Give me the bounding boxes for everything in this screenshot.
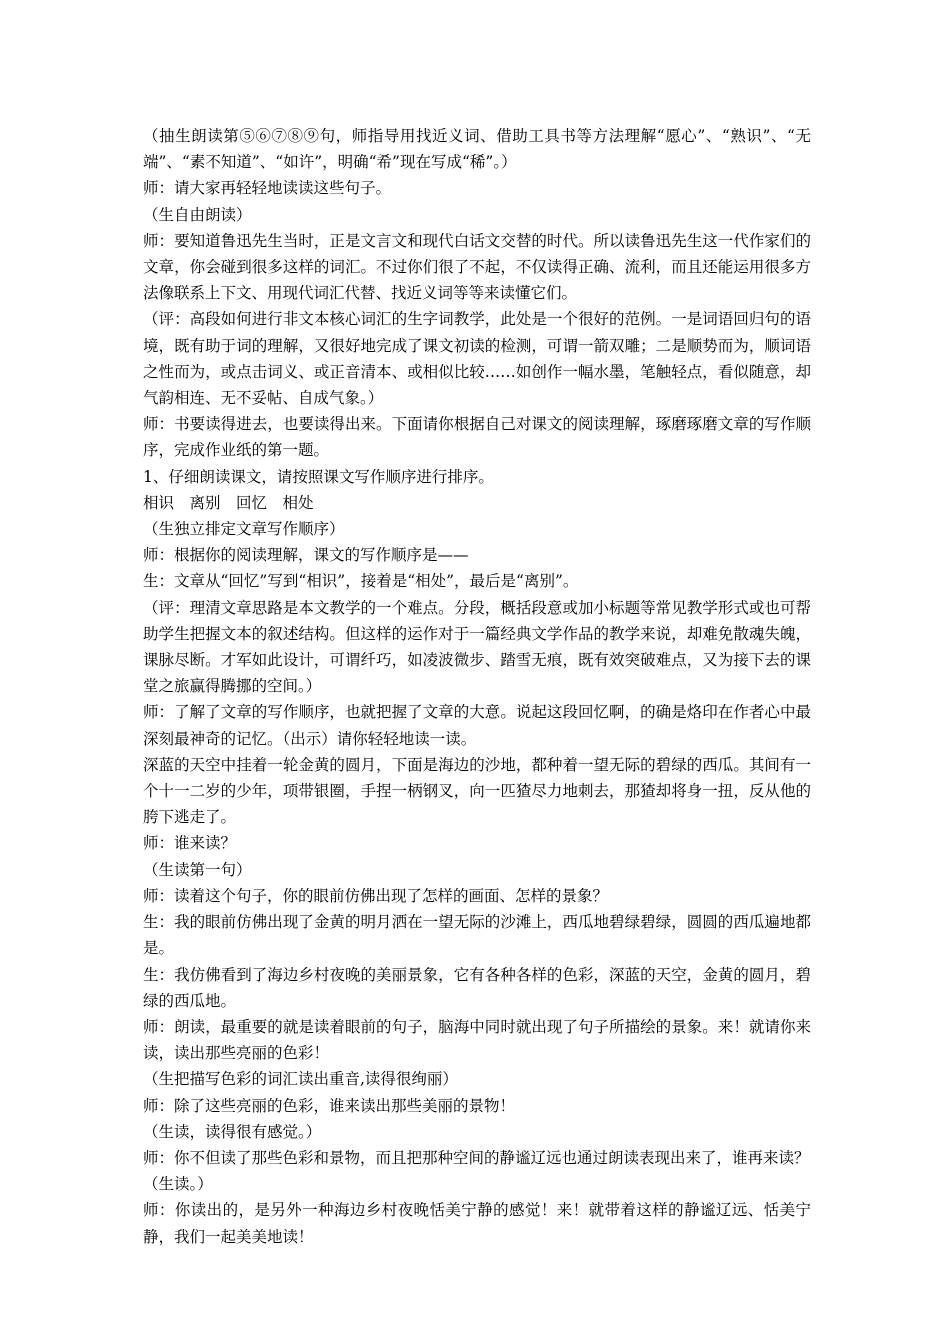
- paragraph-1: （抽生朗读第⑤⑥⑦⑧⑨句，师指导用找近义词、借助工具书等方法理解“愿心”、“熟识”、“无端”、“素不知道”、“如许”，明确“希”现在写成“稀”。）: [143, 127, 811, 172]
- paragraph-26: 师：你读出的，是另外一种海边乡村夜晚恬美宁静的感觉！来！就带着这样的静谧辽远、恬美宁静，我们一起美美地读！: [143, 1201, 811, 1246]
- paragraph-4: 师：要知道鲁迅先生当时，正是文言文和现代白话文交替的时代。所以读鲁迅先生这一代作家们的文章，你会碰到很多这样的词汇。不过你们很了不起，不仅读得正确、流利，而且还能运用很多方法像联系上下文、用现代词汇代替、找近义词等等来读懂它们。: [143, 231, 811, 303]
- paragraph-3: （生自由朗读）: [143, 205, 252, 224]
- paragraph-9: （生独立排定文章写作顺序）: [143, 520, 345, 539]
- paragraph-21: （生把描写色彩的词汇读出重音,读得很绚丽）: [143, 1070, 458, 1089]
- paragraph-25: （生读。）: [143, 1175, 213, 1194]
- paragraph-19: 生：我仿佛看到了海边乡村夜晚的美丽景象，它有各种各样的色彩，深蓝的天空，金黄的圆月，碧绿的西瓜地。: [143, 965, 811, 1010]
- paragraph-6: 师：书要读得进去，也要读得出来。下面请你根据自己对课文的阅读理解，琢磨琢磨文章的写作顺序，完成作业纸的第一题。: [143, 415, 811, 460]
- paragraph-12: （评：理清文章思路是本文教学的一个难点。分段，概括段意或加小标题等常见教学形式或也可帮助学生把握文本的叙述结构。但这样的运作对于一篇经典文学作品的教学来说，却难免散魂失魄，课脉尽断。才军如此设计，可谓纤巧，如凌波微步、踏雪无痕，既有效突破难点，又为接下去的课堂之旅赢得腾挪的空间。）: [143, 598, 811, 696]
- paragraph-10: 师：根据你的阅读理解，课文的写作顺序是——: [143, 546, 469, 565]
- paragraph-18: 生：我的眼前仿佛出现了金黄的明月洒在一望无际的沙滩上，西瓜地碧绿碧绿，圆圆的西瓜遍地都是。: [143, 913, 811, 958]
- paragraph-14: 深蓝的天空中挂着一轮金黄的圆月，下面是海边的沙地，都种着一望无际的碧绿的西瓜。其间有一个十一二岁的少年，项带银圈，手捏一柄钢叉，向一匹猹尽力地刺去，那猹却将身一扭，反从他的胯下逃走了。: [143, 755, 811, 827]
- paragraph-17: 师：读着这个句子，你的眼前仿佛出现了怎样的画面、怎样的景象？: [143, 886, 609, 905]
- paragraph-23: （生读，读得很有感觉。）: [143, 1122, 322, 1141]
- paragraph-11: 生：文章从“回忆”写到“相识”，接着是“相处”，最后是“离别”。: [143, 572, 579, 591]
- paragraph-8: 相识 离别 回忆 相处: [143, 493, 314, 512]
- paragraph-7: 1、仔细朗读课文，请按照课文写作顺序进行排序。: [143, 467, 494, 486]
- paragraph-5: （评：高段如何进行非文本核心词汇的生字词教学，此处是一个很好的范例。一是词语回归句的语境，既有助于词的理解，又很好地完成了课文初读的检测，可谓一箭双雕；二是顺势而为，顺词语之性而为，或点击词义、或正音清本、或相似比较……如创作一幅水墨，笔触轻点，看似随意，却气韵相连、无不妥帖、自成气象。）: [143, 310, 811, 408]
- paragraph-22: 师：除了这些亮丽的色彩，谁来读出那些美丽的景物！: [143, 1096, 516, 1115]
- paragraph-24: 师：你不但读了那些色彩和景物，而且把那种空间的静谧辽远也通过朗读表现出来了，谁再来读？: [143, 1148, 810, 1167]
- paragraph-16: （生读第一句）: [143, 860, 252, 879]
- paragraph-15: 师：谁来读？: [143, 834, 237, 853]
- paragraph-2: 师：请大家再轻轻地读读这些句子。: [143, 179, 392, 198]
- document-body: [143, 123, 811, 1250]
- paragraph-13: 师：了解了文章的写作顺序，也就把握了文章的大意。说起这段回忆啊，的确是烙印在作者心中最深刻最神奇的记忆。（出示）请你轻轻地读一读。: [143, 703, 811, 748]
- paragraph-20: 师：朗读，最重要的就是读着眼前的句子，脑海中同时就出现了句子所描绘的景象。来！就请你来读，读出那些亮丽的色彩！: [143, 1017, 811, 1063]
